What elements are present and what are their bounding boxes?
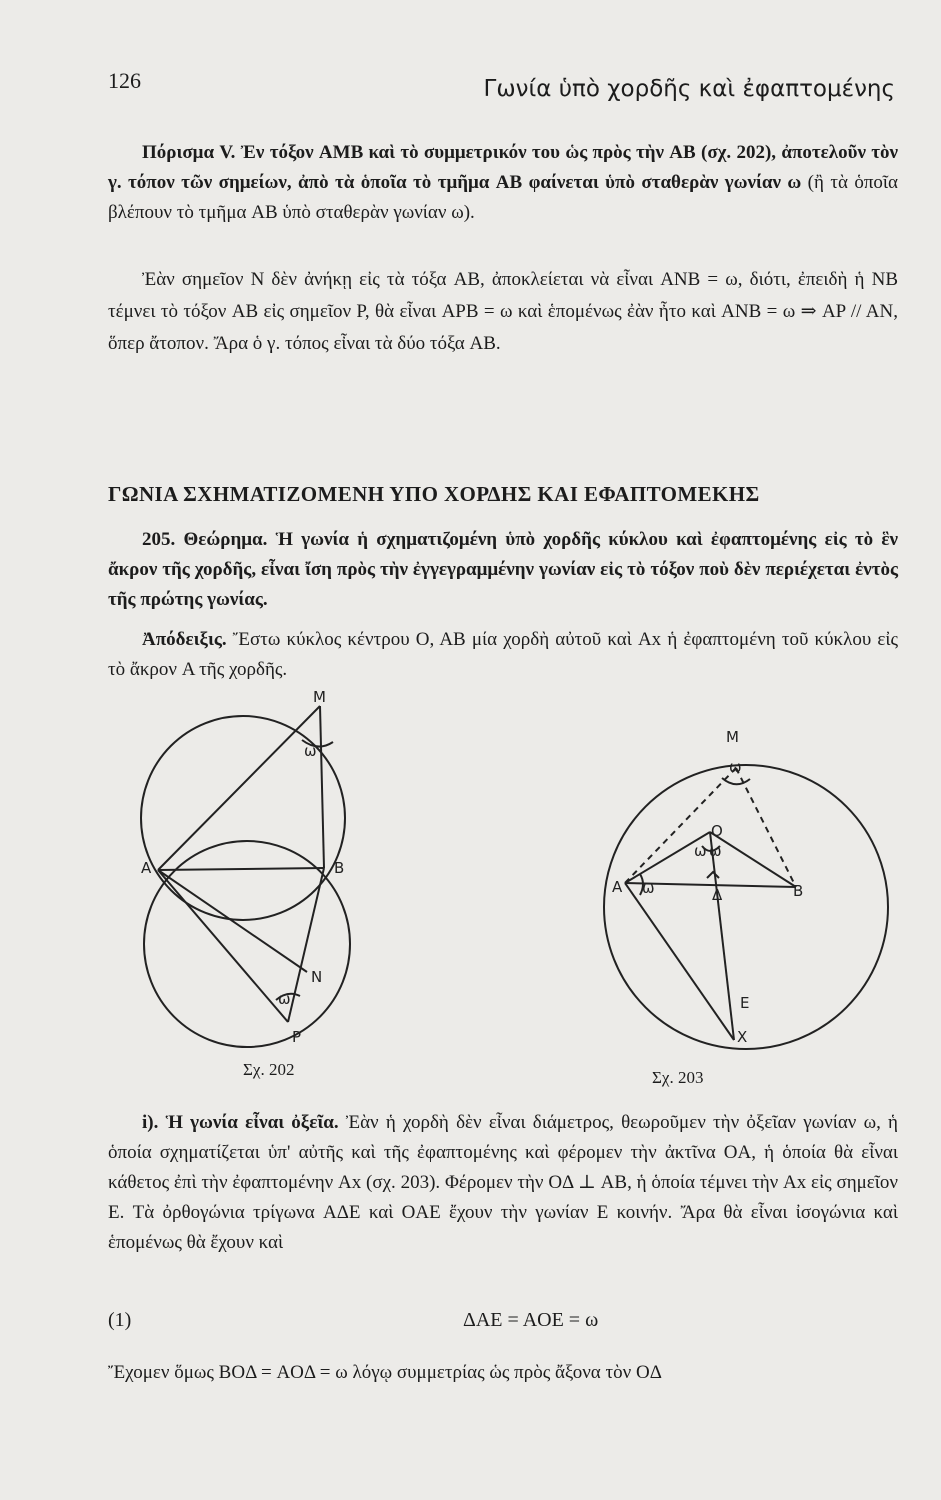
fig202-label-n: N — [311, 968, 323, 986]
fig203-label-b: B — [793, 882, 804, 900]
fig202-line-am — [158, 706, 320, 870]
porisma-para2-text: Ἐὰν σημεῖον N δὲν ἀνήκῃ εἰς τὰ τόξα AB, ἀποκλείεται νὰ εἶναι ANB = ω, διότι, ἐπειδὴ ἡ NB τέμνει τὸ τόξον AB εἰς σημεῖον P, θὰ εἶναι APB = ω καὶ ἑπομένως ἐὰν ἦτο καὶ ANB = ω ⇒ AP // AN, ὅπερ ἄτοπον. Ἄρα ὁ γ. τόπος εἶναι τὰ δύο τόξα AB. — [108, 269, 898, 354]
fig203-line-oe — [710, 832, 734, 1040]
fig202-line-bp — [288, 868, 324, 1022]
running-title: Γωνία ὑπὸ χορδῆς καὶ ἐφαπτομένης — [483, 76, 895, 102]
fig202-label-b: B — [334, 859, 345, 877]
fig203-label-m: M — [726, 728, 739, 746]
fig203-label-delta: Δ — [712, 886, 723, 904]
fig202-label-omega-m: ω — [304, 742, 317, 760]
fig203-label-omega-o1: ω — [694, 842, 707, 860]
theorem-text: 205. Θεώρημα. Ἡ γωνία ἡ σχηματιζομένη ὑπὸ χορδῆς κύκλου καὶ ἐφαπτομένης εἰς τὸ ἓν ἄκρον τῆς χορδῆς, εἶναι ἴση πρὸς τὴν ἐγγεγραμμένην γωνίαν εἰς τὸ τόξον ποὺ δὲν περιέχεται ἐντὸς τῆς πρώτης γωνίας. — [108, 529, 898, 610]
caption-fig203: Σχ. 203 — [652, 1068, 704, 1087]
page-number: 126 — [108, 68, 141, 93]
fig203-label-o: O — [711, 822, 723, 840]
fig203-label-e: E — [740, 994, 750, 1012]
proof-text: Ἔστω κύκλος κέντρου O, AB μία χορδὴ αὐτοῦ καὶ Ax ἡ ἐφαπτομένη τοῦ κύκλου εἰς τὸ ἄκρον A τῆς χορδῆς. — [108, 629, 898, 680]
fig202-chord-ab — [158, 868, 324, 870]
fig202-label-p: P — [292, 1028, 302, 1046]
equation-1-expression: ΔAE = AOE = ω — [463, 1309, 599, 1331]
porisma-rest: (ἢ τὰ ὁποῖα βλέπουν τὸ τμῆμα AB ὑπὸ σταθερὰν γωνίαν ω). — [108, 172, 898, 223]
case-i-text: Ἐὰν ἡ χορδὴ δὲν εἶναι διάμετρος, θεωροῦμεν τὴν ὀξεῖαν γωνίαν ω, ἡ ὁποία σχηματίζεται ὑπ' αὐτῆς καὶ τῆς ἐφαπτομένης καὶ φέρομεν τὴν ἀκτῖνα OA, ἡ ὁποία θὰ εἶναι κάθετος ἐπὶ τὴν ἐφαπτομένην Ax (σχ. 203). Φέρομεν τὴν OΔ ⊥ AB, ἡ ὁποία τέμνει τὴν Ax εἰς σημεῖον E. Τὰ ὀρθογώνια τρίγωνα AΔE καὶ OAE ἔχουν τὴν γωνίαν E κοινήν. Ἄρα θὰ εἶναι ἰσογώνια καὶ ἑπομένως θὰ ἔχουν καὶ — [108, 1112, 898, 1253]
fig203-label-omega-m: ω — [729, 758, 742, 776]
section-heading: ΓΩΝΙΑ ΣΧΗΜΑΤΙΖΟΜΕΝΗ ΥΠΟ ΧΟΡΔΗΣ ΚΑΙ ΕΦΑΠΤΟΜΕΚΗΣ — [108, 482, 760, 506]
fig202-label-a: A — [141, 859, 152, 877]
equation-1-number: (1) — [108, 1309, 132, 1331]
fig202-line-mb — [320, 706, 324, 868]
fig203-label-omega-o2: ω — [709, 842, 722, 860]
case-i-paragraph — [108, 1108, 898, 1258]
fig203-label-x: X — [737, 1028, 748, 1046]
last-line: Ἔχομεν ὅμως BOΔ = AOΔ = ω λόγῳ συμμετρίας ὡς πρὸς ἄξονα τὸν OΔ — [108, 1362, 662, 1383]
fig203-dashed-mb — [736, 768, 796, 887]
fig203-label-a: A — [612, 878, 623, 896]
case-i-lead: i). Ἡ γωνία εἶναι ὀξεῖα. — [142, 1112, 339, 1133]
fig203-right-angle-mark — [707, 872, 719, 878]
proof-label: Ἀπόδειξις. — [142, 629, 227, 650]
fig202-lower-circle — [144, 841, 350, 1047]
figure-202 — [141, 706, 350, 1047]
fig203-label-omega-a: ω — [642, 879, 655, 897]
porisma-lead: Πόρισμα V. Ἐν τόξον AMB καὶ τὸ συμμετρικόν του ὡς πρὸς τὴν AB (σχ. 202), ἀποτελοῦν τὸν γ. τόπον τῶν σημείων, ἀπὸ τὰ ὁποῖα τὸ τμῆμα AB φαίνεται ὑπὸ σταθερὰν γωνίαν ω — [108, 142, 898, 193]
caption-fig202: Σχ. 202 — [243, 1060, 295, 1079]
fig202-label-omega-p: ω — [278, 990, 291, 1008]
fig202-label-m: M — [313, 688, 326, 706]
